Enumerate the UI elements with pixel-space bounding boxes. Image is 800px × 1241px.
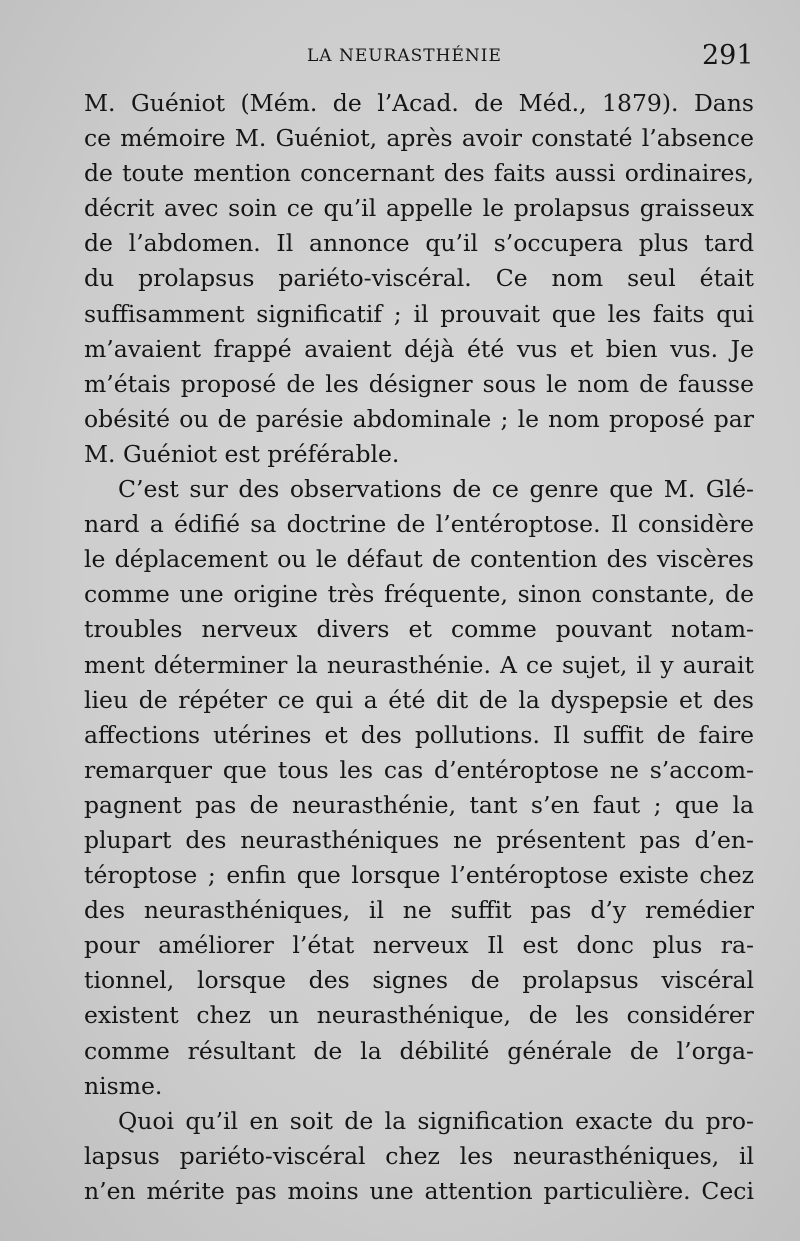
- text-line: décrit avec soin ce qu’il appelle le prolapsus graisseux: [84, 194, 754, 223]
- text-line: Quoi qu’il en soit de la signification exacte du pro-: [118, 1106, 754, 1135]
- text-line: M. Guéniot (Mém. de l’Acad. de Méd., 1879). Dans: [84, 89, 754, 117]
- text-line: M. Guéniot est préférable.: [84, 439, 400, 468]
- text-line: obésité ou de parésie abdominale ; le nom proposé par: [84, 404, 754, 433]
- running-title: LA NEURASTHÉNIE: [307, 46, 502, 66]
- text-line: ment déterminer la neurasthénie. A ce sujet, il y aurait: [84, 650, 754, 679]
- text-line: téroptose ; enfin que lorsque l’entéroptose existe chez: [84, 861, 754, 890]
- text-line: troubles nerveux divers et comme pouvant notam-: [84, 615, 754, 644]
- text-line: lapsus pariéto-viscéral chez les neurasthéniques, il: [84, 1141, 754, 1170]
- text-line: suffisamment significatif ; il prouvait que les faits qui: [84, 299, 754, 328]
- text-line: le déplacement ou le défaut de contention des viscères: [84, 545, 754, 574]
- text-line: des neurasthéniques, il ne suffit pas d’y remédier: [84, 896, 754, 925]
- text-line: m’avaient frappé avaient déjà été vus et bien vus. Je: [84, 334, 754, 363]
- text-line: existent chez un neurasthénique, de les considérer: [84, 1001, 754, 1030]
- text-line: n’en mérite pas moins une attention particulière. Ceci: [84, 1176, 754, 1205]
- paragraph-1: [84, 86, 754, 472]
- text-line: pour améliorer l’état nerveux Il est donc plus ra-: [84, 931, 754, 960]
- text-line: affections utérines et des pollutions. Il suffit de faire: [84, 720, 754, 749]
- text-line: comme résultant de la débilité générale de l’orga-: [84, 1036, 754, 1065]
- paragraph-3: [84, 1104, 754, 1209]
- text-line: pagnent pas de neurasthénie, tant s’en faut ; que la: [84, 790, 754, 819]
- text-line: nard a édifié sa doctrine de l’entéroptose. Il considère: [84, 510, 754, 539]
- page-header: [0, 40, 800, 80]
- text-line: de toute mention concernant des faits aussi ordinaires,: [84, 159, 754, 188]
- text-line: de l’abdomen. Il annonce qu’il s’occupera plus tard: [84, 229, 754, 258]
- text-line: nisme.: [84, 1071, 163, 1100]
- text-line: remarquer que tous les cas d’entéroptose ne s’accom-: [84, 755, 754, 784]
- text-line: comme une origine très fréquente, sinon constante, de: [84, 580, 754, 609]
- text-line: tionnel, lorsque des signes de prolapsus viscéral: [84, 966, 754, 995]
- page-body: [84, 86, 754, 1209]
- text-line: m’étais proposé de les désigner sous le nom de fausse: [84, 369, 754, 398]
- paragraph-2: [84, 472, 754, 1104]
- text-line: ce mémoire M. Guéniot, après avoir constaté l’absence: [84, 124, 754, 153]
- text-line: du prolapsus pariéto-viscéral. Ce nom seul était: [84, 264, 754, 293]
- page-number: 291: [702, 40, 754, 71]
- text-line: lieu de répéter ce qui a été dit de la dyspepsie et des: [84, 685, 754, 714]
- text-line: C’est sur des observations de ce genre que M. Glé-: [118, 475, 754, 504]
- text-line: plupart des neurasthéniques ne présentent pas d’en-: [84, 825, 754, 854]
